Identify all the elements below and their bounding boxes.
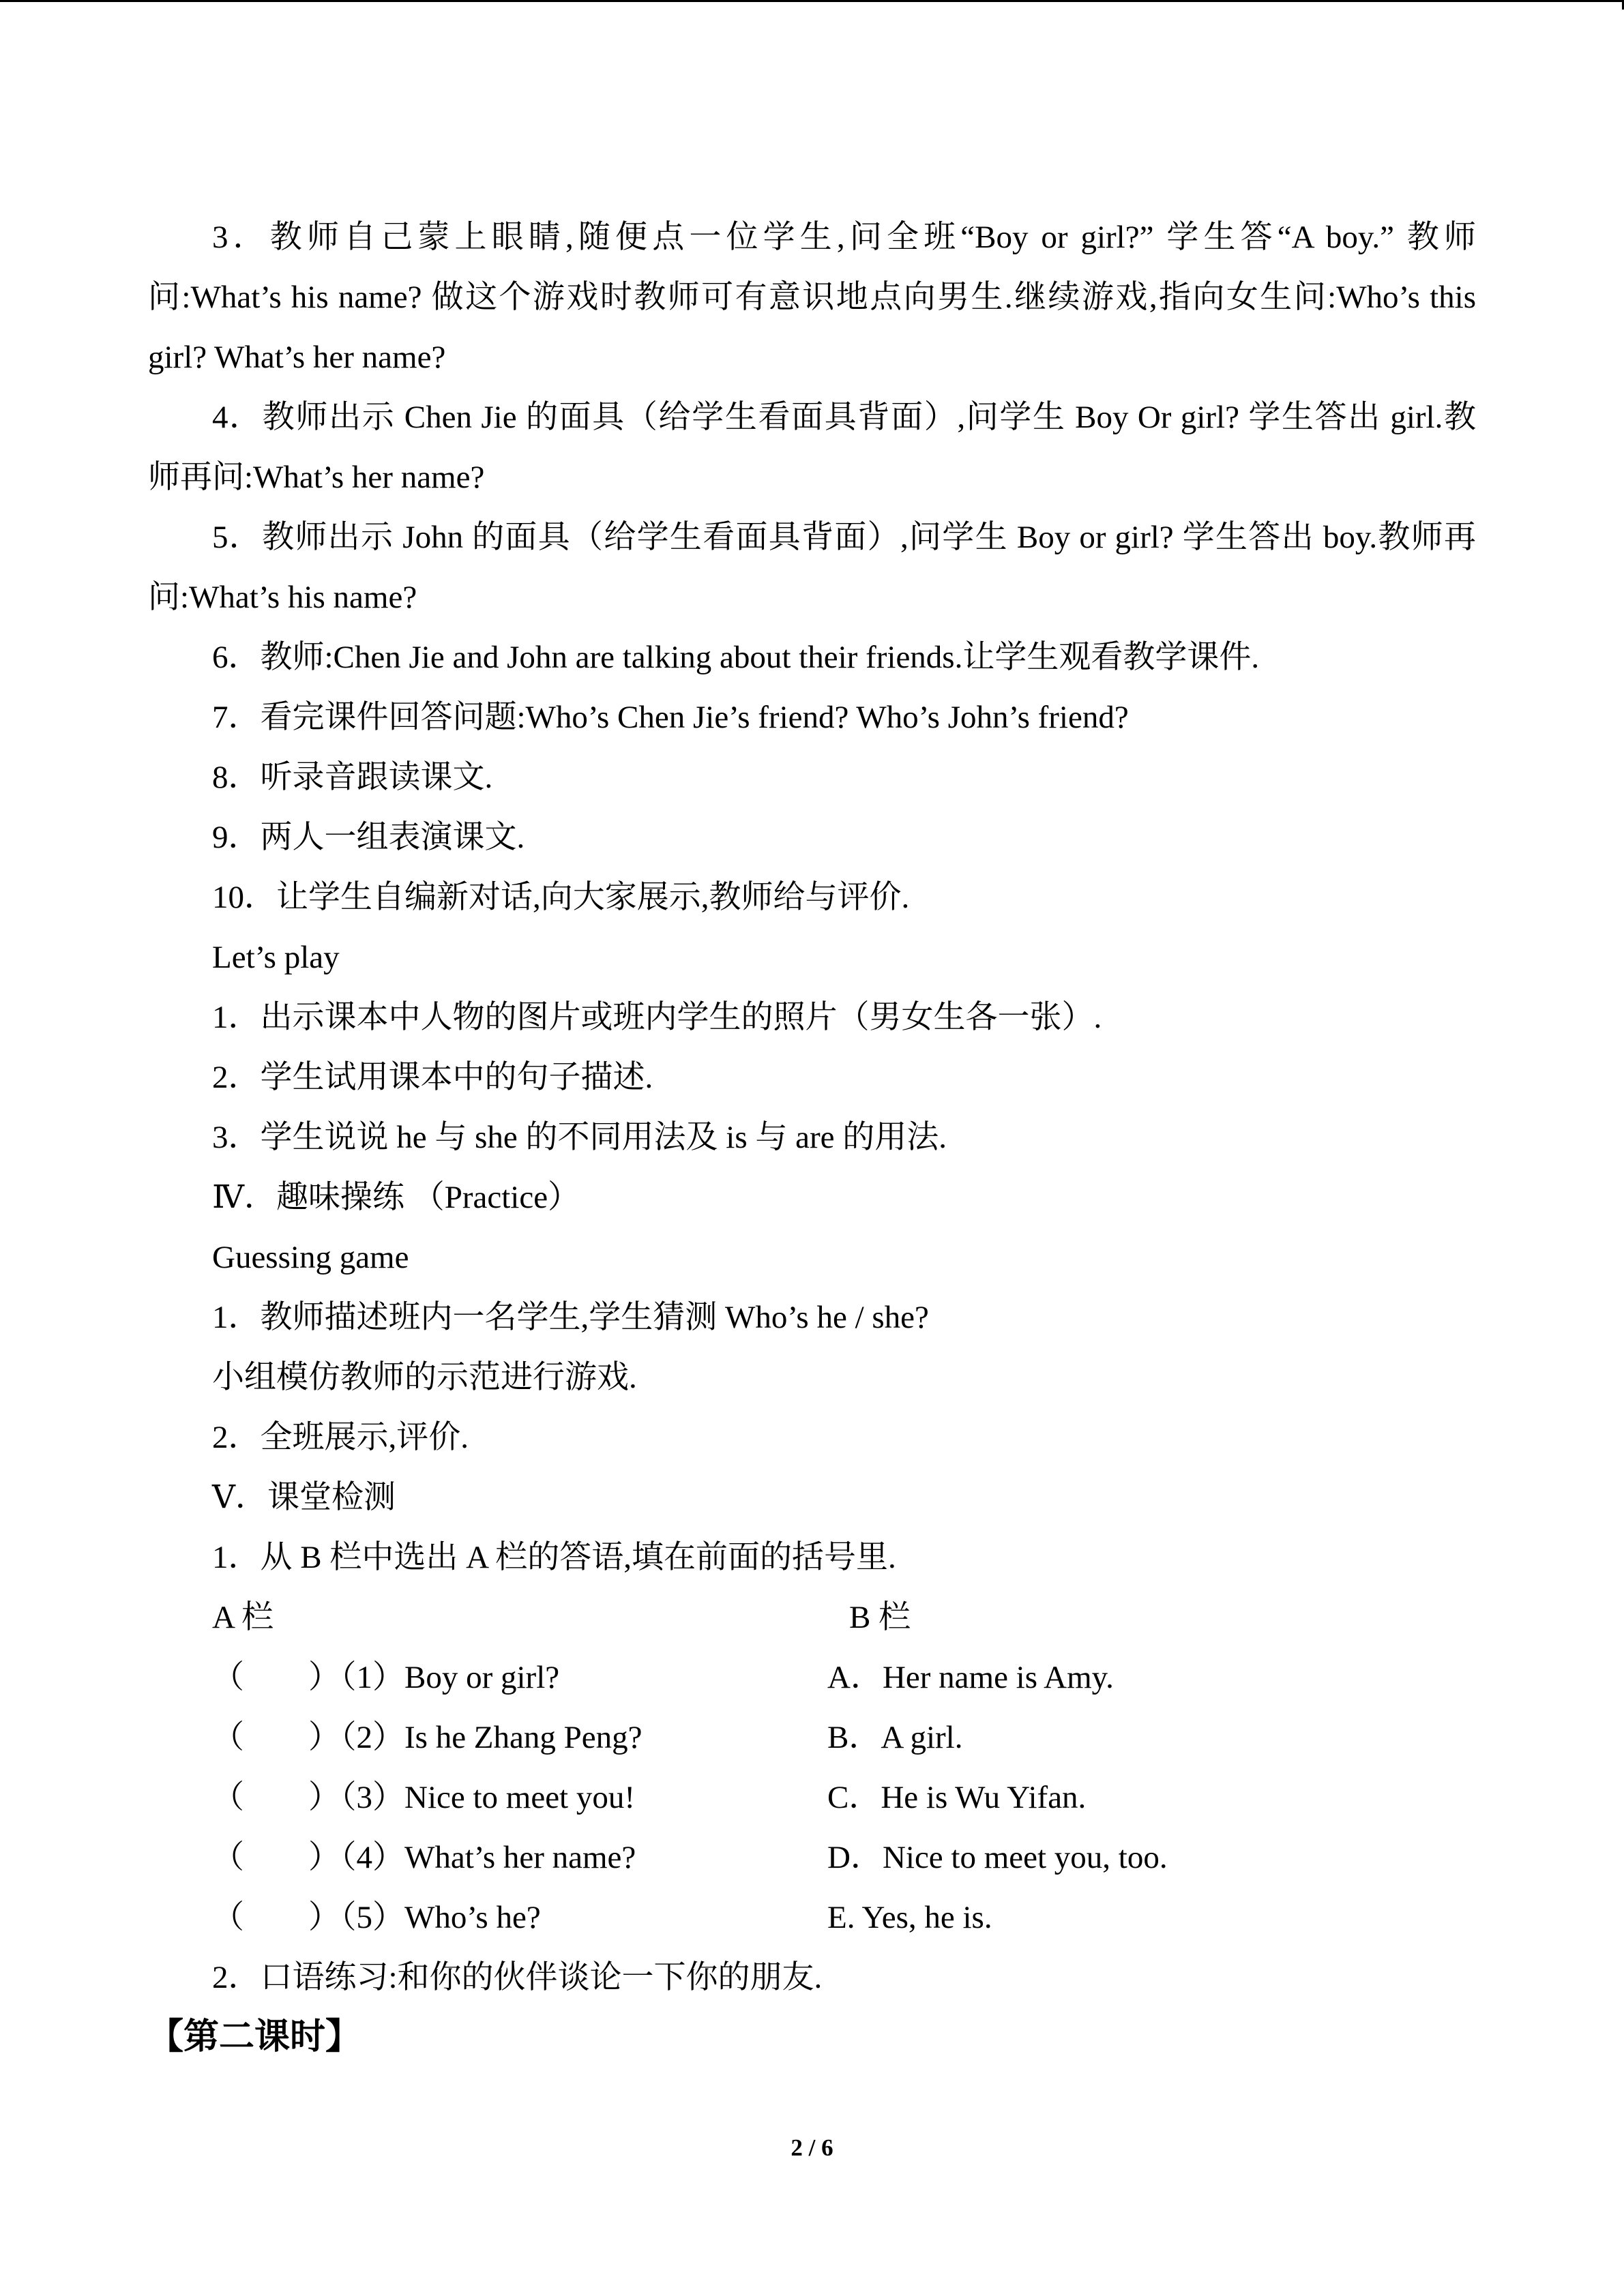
step-3-line-1: 3．教师自己蒙上眼睛,随便点一位学生,问全班“Boy or girl?” 学生答“A boy.” 教师 [212, 220, 1476, 255]
step-7: 7．看完课件回答问题:Who’s Chen Jie’s friend? Who’s John’s friend? [212, 700, 1129, 735]
step-6: 6．教师:Chen Jie and John are talking about their friends.让学生观看教学课件. [212, 640, 1260, 675]
step-8: 8．听录音跟读课文. [212, 760, 493, 795]
check-task-2: 2．口语练习:和你的伙伴谈论一下你的朋友. [212, 1960, 823, 1995]
matching-row-1 [148, 1648, 1476, 1708]
question-text: （4）What’s her name? [340, 1840, 636, 1875]
question-text: （5）Who’s he? [340, 1900, 541, 1935]
answer-option: C．He is Wu Yifan. [827, 1780, 1087, 1815]
document-body [148, 207, 1476, 2068]
lets-play-item-2: 2．学生试用课本中的句子描述. [212, 1060, 653, 1095]
matching-row-4 [148, 1828, 1476, 1888]
step-5-line-1: 5．教师出示 John 的面具（给学生看面具背面）,问学生 Boy or girl? 学生答出 boy.教师再 [212, 520, 1476, 555]
step-4-line-2: 师再问:What’s her name? [148, 460, 485, 495]
step-5-line-2: 问:What’s his name? [148, 580, 417, 615]
question-text: （1）Boy or girl? [340, 1660, 560, 1695]
page-number: 2 / 6 [791, 2134, 833, 2161]
question-text: （2）Is he Zhang Peng? [340, 1720, 643, 1755]
matching-row-3 [148, 1768, 1476, 1828]
answer-option: E. Yes, he is. [827, 1900, 992, 1935]
step-9: 9．两人一组表演课文. [212, 820, 525, 855]
lets-play-heading: Let’s play [212, 940, 340, 975]
lets-play-item-3: 3．学生说说 he 与 she 的不同用法及 is 与 are 的用法. [212, 1120, 947, 1155]
answer-option: B．A girl. [827, 1720, 963, 1755]
answer-blank: （ ） [212, 1900, 340, 1935]
step-3-line-3: girl? What’s her name? [148, 340, 446, 375]
page-top-border [0, 0, 1624, 2]
step-4-line-1: 4．教师出示 Chen Jie 的面具（给学生看面具背面）,问学生 Boy Or girl? 学生答出 girl.教 [212, 400, 1476, 435]
matching-row-2 [148, 1708, 1476, 1768]
guessing-game-subheading: Guessing game [212, 1240, 409, 1275]
step-3-line-2: 问:What’s his name? 做这个游戏时教师可有意识地点向男生.继续游戏,指向女生问:Who’s this [148, 280, 1476, 315]
practice-item-1-note: 小组模仿教师的示范进行游戏. [212, 1360, 637, 1395]
answer-blank: （ ） [212, 1720, 340, 1755]
column-b-label: B 栏 [849, 1600, 911, 1635]
check-heading: Ⅴ．课堂检测 [212, 1480, 396, 1515]
second-lesson-heading: 【第二课时】 [148, 2018, 361, 2057]
check-task-1: 1．从 B 栏中选出 A 栏的答语,填在前面的括号里. [212, 1540, 896, 1575]
matching-column-labels [148, 1587, 1476, 1648]
answer-blank: （ ） [212, 1840, 340, 1875]
practice-item-2: 2．全班展示,评价. [212, 1420, 469, 1455]
answer-blank: （ ） [212, 1780, 340, 1815]
answer-option: A．Her name is Amy. [827, 1660, 1114, 1695]
step-10: 10．让学生自编新对话,向大家展示,教师给与评价. [212, 880, 910, 915]
answer-blank: （ ） [212, 1660, 340, 1695]
answer-option: D．Nice to meet you, too. [827, 1840, 1168, 1875]
practice-item-1: 1．教师描述班内一名学生,学生猜测 Who’s he / she? [212, 1300, 929, 1335]
column-a-label: A 栏 [212, 1600, 274, 1635]
question-text: （3）Nice to meet you! [340, 1780, 636, 1815]
lets-play-item-1: 1．出示课本中人物的图片或班内学生的照片（男女生各一张）. [212, 1000, 1102, 1035]
practice-heading: Ⅳ．趣味操练 （Practice） [212, 1180, 580, 1215]
matching-row-5 [148, 1888, 1476, 1948]
